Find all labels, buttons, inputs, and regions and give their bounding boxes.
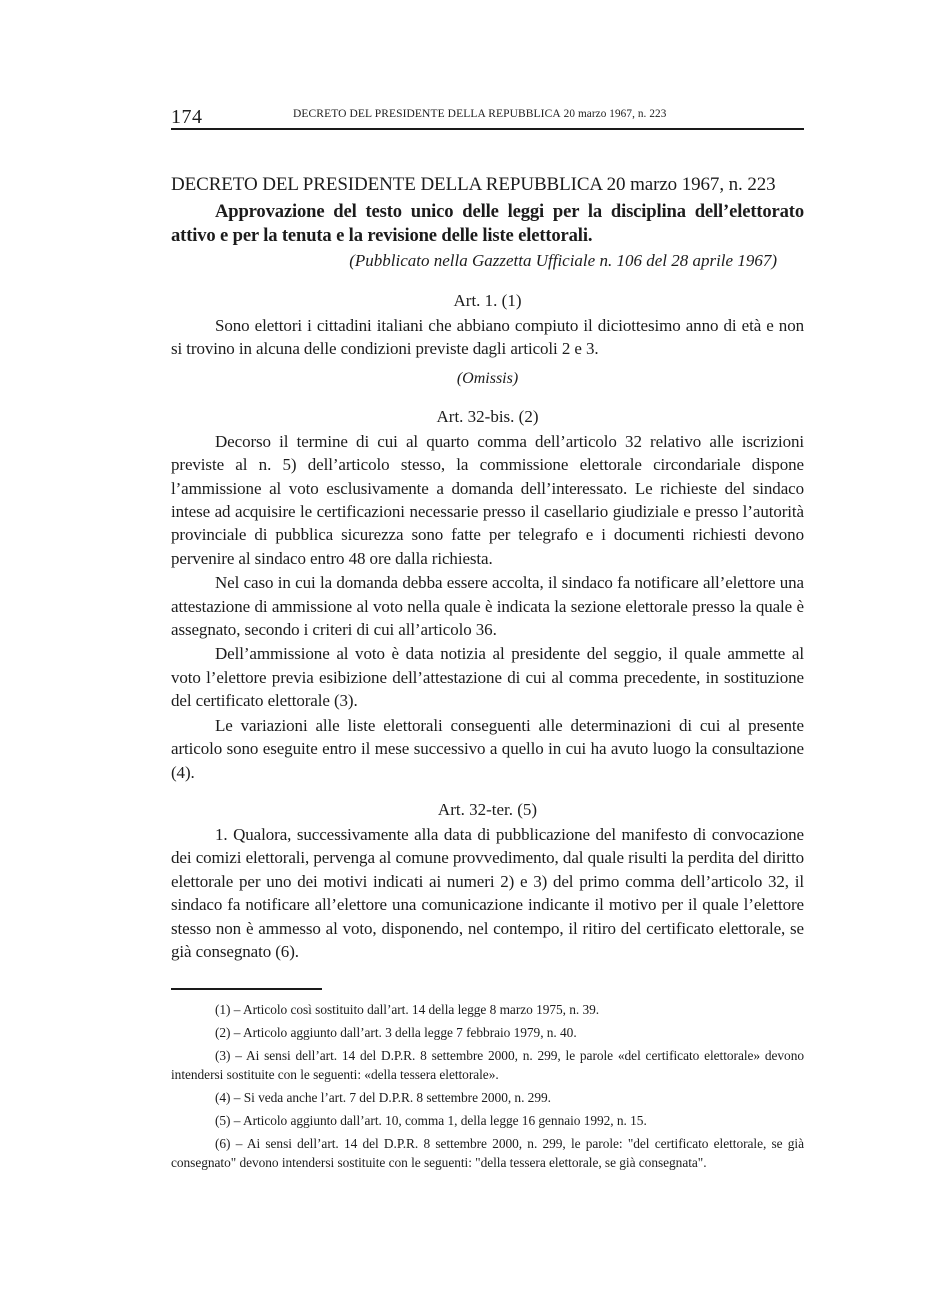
- article-paragraph: Sono elettori i cittadini italiani che abbiano compiuto il diciottesimo anno di età e non si trovino in alcuna delle condizioni previste dagli articoli 2 e 3.: [171, 316, 804, 359]
- footnotes: [171, 1000, 804, 1176]
- article-heading: Art. 32-bis. (2): [436, 406, 539, 426]
- footnote-3: (3) – Ai sensi dell’art. 14 del D.P.R. 8 settembre 2000, n. 299, le parole «del certificato elettorale» devono intendersi sostituite con le seguenti: «della tessera elettorale».: [171, 1048, 804, 1082]
- omissis-note: (Omissis): [456, 369, 519, 387]
- document-subtitle: Approvazione del testo unico delle leggi per la disciplina dell’elettorato attivo e per la tenuta e la revisione delle liste elettorali.: [171, 201, 804, 246]
- article-1: [171, 289, 804, 391]
- footnote-2: (2) – Articolo aggiunto dall’art. 3 della legge 7 febbraio 1979, n. 40.: [215, 1025, 577, 1040]
- footnote-5: (5) – Articolo aggiunto dall’art. 10, comma 1, della legge 16 gennaio 1992, n. 15.: [215, 1113, 647, 1128]
- running-title-date: 20 marzo 1967, n. 223: [560, 108, 667, 120]
- footnote-6: (6) – Ai sensi dell’art. 14 del D.P.R. 8 settembre 2000, n. 299, le parole: "del certificato elettorale, se già consegnato" devono intendersi sostituite con le seguenti: "della tessera elettorale, se già consegnata".: [171, 1136, 804, 1170]
- footnote-divider: [171, 988, 322, 990]
- article-32-bis: [171, 405, 804, 784]
- running-header: [171, 104, 804, 130]
- article-heading: Art. 32-ter. (5): [437, 799, 538, 819]
- running-title-caps: DECRETO DEL PRESIDENTE DELLA REPUBBLICA: [293, 108, 561, 120]
- page-number: 174: [171, 106, 203, 128]
- article-paragraph: Nel caso in cui la domanda debba essere accolta, il sindaco fa notificare all’elettore una attestazione di ammissione al voto nella quale è indicata la sezione elettorale presso la quale è assegnato, secondo i criteri di cui all’articolo 36.: [171, 573, 804, 640]
- article-paragraph: Decorso il termine di cui al quarto comma dell’articolo 32 relativo alle iscrizioni previste al n. 5) dell’articolo stesso, la commissione elettorale circondariale dispone l’ammissione al voto esclusivamente a domanda dell’interessato. Le richieste del sindaco intese ad acquisire le certificazioni necessarie presso il casellario giudiziale e presso l’autorità provinciale di pubblica sicurezza sono fatte per telegrafo e i documenti richiesti devono pervenire al sindaco entro 48 ore dalla richiesta.: [171, 431, 804, 568]
- publication-note: (Pubblicato nella Gazzetta Ufficiale n. 106 del 28 aprile 1967): [349, 251, 777, 270]
- running-title: [293, 108, 666, 120]
- article-paragraph: Le variazioni alle liste elettorali conseguenti alle determinazioni di cui al presente articolo sono eseguite entro il mese successivo a quello in cui ha avuto luogo la consultazione (4).: [171, 715, 804, 782]
- document-title: DECRETO DEL PRESIDENTE DELLA REPUBBLICA 20 marzo 1967, n. 223: [171, 174, 776, 195]
- footnote-1: (1) – Articolo così sostituito dall’art. 14 della legge 8 marzo 1975, n. 39.: [215, 1002, 600, 1017]
- footnote-4: (4) – Si veda anche l’art. 7 del D.P.R. 8 settembre 2000, n. 299.: [215, 1090, 551, 1105]
- article-32-ter: [171, 798, 804, 963]
- article-paragraph: 1. Qualora, successivamente alla data di pubblicazione del manifesto di convocazione dei comizi elettorali, pervenga al comune provvedimento, dal quale risulti la perdita del diritto elettorale per uno dei motivi indicati ai numeri 2) e 3) del primo comma dell’articolo 32, il sindaco fa notificare all’elettore una comunicazione indicante il motivo per il quale l’elettore stesso non è ammesso al voto, disponendo, nel contempo, il ritiro del certificato elettorale, se già consegnato (6).: [171, 824, 804, 961]
- document-body: [171, 172, 804, 963]
- article-heading: Art. 1. (1): [453, 291, 522, 310]
- article-paragraph: Dell’ammissione al voto è data notizia al presidente del seggio, il quale ammette al voto l’elettore previa esibizione dell’attestazione di cui al comma precedente, in sostituzione del certificato elettorale (3).: [171, 644, 804, 711]
